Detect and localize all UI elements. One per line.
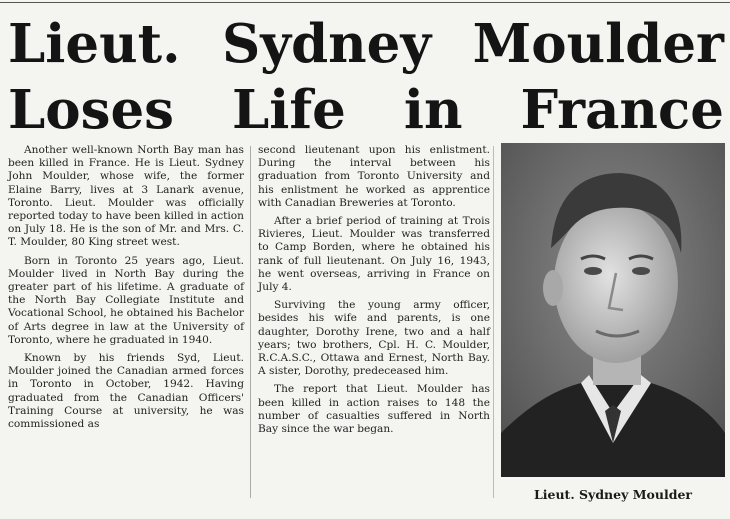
headline-word: Loses [8,79,175,141]
article-paragraph: Surviving the young army officer, besides his wife and parents, is one daughter, Dorothy Irene, two and a half years; two brothers, Cpl. H. C. Moulder, R.C.A.S.C., Ottawa and Ernest, North Bay. A sister, Dorothy, predeceased him. [258,299,490,378]
headline-line-2 [8,79,724,141]
article-paragraph: Another well-known North Bay man has been killed in France. He is Lieut. Sydney John Moulder, whose wife, the former Elaine Barry, lives at 3 Lanark avenue, Toronto. Lieut. Moulder was officially reported today to have been killed in action on July 18. He is the son of Mr. and Mrs. C. T. Moulder, 80 King street west. [8,144,244,249]
article-paragraph: Born in Toronto 25 years ago, Lieut. Moulder lived in North Bay during the greater part of his lifetime. A graduate of the North Bay Collegiate Institute and Vocational School, he obtained his Bachelor of Arts degree in law at the University of Toronto, where he graduated in 1940. [8,254,244,346]
headline-word: Sydney [222,13,432,75]
article-paragraph: After a brief period of training at Trois Rivieres, Lieut. Moulder was transferred to Camp Borden, where he obtained his rank of full lieutenant. On July 16, 1943, he went overseas, arriving in France on July 4. [258,215,490,294]
eye-shape [632,267,650,275]
photo-divider [493,146,494,498]
column-divider [250,146,251,498]
headline-word: Moulder [472,13,724,75]
article-paragraph: second lieutenant upon his enlistment. During the interval between his graduation from Toronto University and his enlistment he worked as apprentice with Canadian Breweries at Toronto. [258,144,490,209]
portrait-photo [501,143,725,477]
headline-word: in [403,79,463,141]
portrait-illustration [501,143,725,477]
face-shape [554,203,678,363]
article-paragraph: Known by his friends Syd, Lieut. Moulder joined the Canadian armed forces in Toronto in October, 1942. Having graduated from the Canadian Officers' Training Course at university, he was commissioned as [8,352,244,431]
headline-word: Life [231,79,346,141]
ear-shape [543,270,563,306]
article-column-1 [8,144,244,436]
headline-word: Lieut. [8,13,181,75]
article-column-2 [258,144,490,441]
photo-caption: Lieut. Sydney Moulder [533,487,693,502]
top-rule [0,2,730,3]
headline-word: France [520,79,724,141]
article-paragraph: The report that Lieut. Moulder has been killed in action raises to 148 the number of casualties suffered in North Bay since the war began. [258,383,490,436]
headline-line-1 [8,13,724,75]
eye-shape [584,267,602,275]
